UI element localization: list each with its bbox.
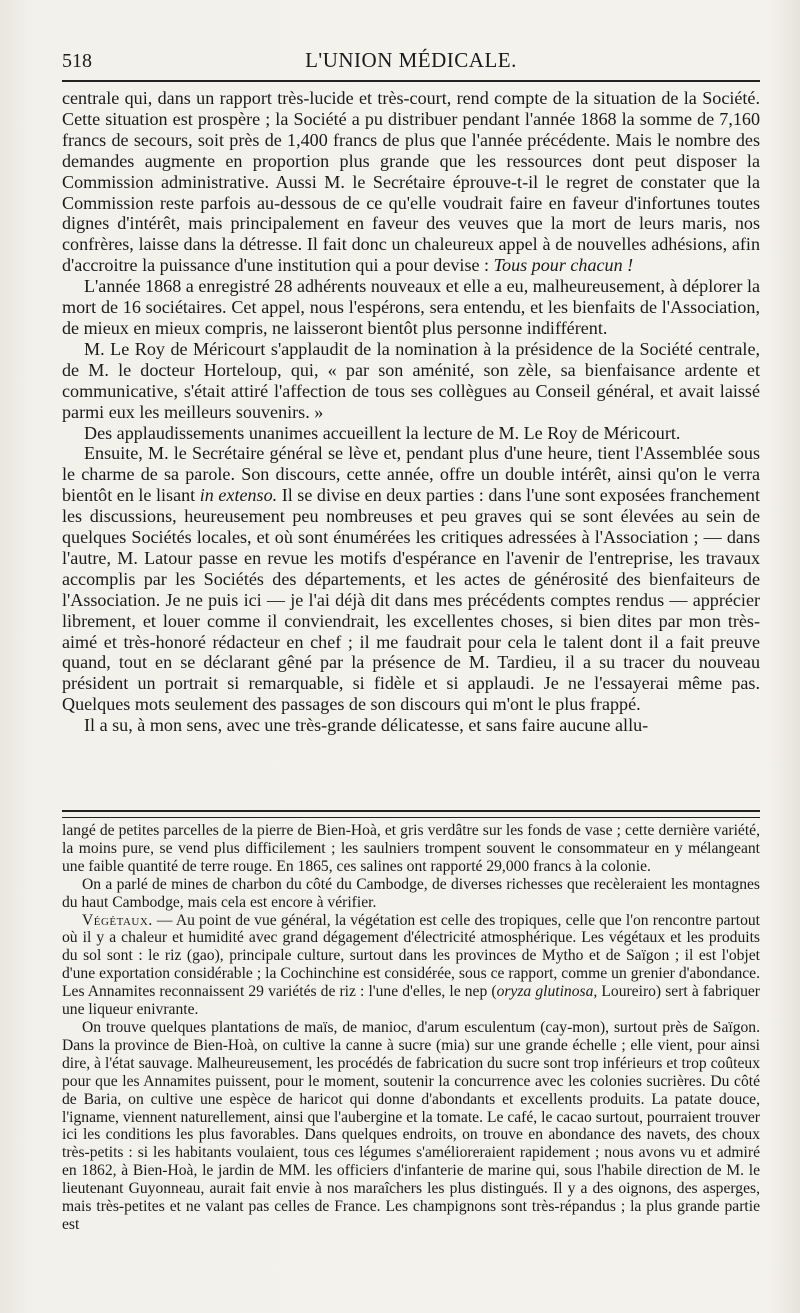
section-heading: Végétaux. — [82, 911, 153, 929]
footnote-separator — [62, 810, 760, 818]
paragraph: M. Le Roy de Méricourt s'applaudit de la nomination à la présidence de la Société centrale, de M. le docteur Horteloup, qui, « par son aménité, son zèle, sa bienfaisance ardente et communicative, s'était attiré l'affection de tous ses collègues au Conseil général, et avait laissé parmi eux les meilleurs souvenirs. » — [62, 338, 760, 422]
paragraph: centrale qui, dans un rapport très-lucide et très-court, rend compte de la situation de la Société. Cette situation est prospère ; la Société a pu distribuer pendant l'année 1868 la somme de 7,160 francs de secours, soit près de 1,400 francs de plus que l'année précédente. Mais le nombre des demandes augmente en proportion plus grande que les ressources dont peut disposer la Commission administrative. Aussi M. le Secrétaire éprouve-t-il le regret de constater que la Commission reste parfois au-dessous de ce qu'elle voudrait faire en faveur d'infortunes toutes dignes d'intérêt, mais principalement en faveur des veuves que la mort de leurs maris, nos confrères, laisse dans la détresse. Il fait donc un chaleureux appel à de nouvelles adhésions, afin d'accroitre la puissance d'une institution qui a pour devise : Tous pour chacun ! — [62, 88, 760, 276]
note-paragraph: Végétaux. — Au point de vue général, la végétation est celle des tropiques, celle que l'on rencontre partout où il y a chaleur et humidité avec grand dégagement d'électricité atmosphérique. Les végétaux et les produits du sol sont : le riz (gao), principale culture, surtout dans les provinces de Mytho et de Saïgon ; il est l'objet d'une exportation considérable ; la Cochinchine est considérée, sous ce rapport, comme un grenier d'abondance. Les Annamites reconnaissent 29 variétés de riz : l'une d'elles, le nep (oryza glutinosa, Loureiro) sert à fabriquer une liqueur enivrante. — [62, 911, 761, 1019]
main-text — [62, 88, 760, 736]
paragraph: Ensuite, M. le Secrétaire général se lève et, pendant plus d'une heure, tient l'Assemblée sous le charme de sa parole. Son discours, cette année, offre un double intérêt, ainsi qu'on le verra bientôt en le lisant in extenso. Il se divise en deux parties : dans l'une sont exposées franchement les discussions, heureusement peu nombreuses et peu graves qui se sont élevées au sein de quelques Sociétés locales, et où sont énumérées les critiques adressées à l'Association ; — dans l'autre, M. Latour passe en revue les motifs d'espérance en l'avenir de l'entreprise, les travaux accomplis par les Sociétés des départements, et les actes de générosité des bienfaiteurs de l'Association. Je ne puis ici — je l'ai déjà dit dans mes précédents comptes rendus — apprécier librement, et louer comme il conviendrait, les excellentes choses, si bien dites par mon très-aimé et très-honoré rédacteur en chef ; il me faudrait pour cela le talent dont il a fait preuve quand, tout en se déclarant gêné par la présence de M. Tardieu, il a su tracer du nouveau président un portrait si remarquable, si fidèle et si applaudi. Je ne l'essayerai même pas. Quelques mots seulement des passages de son discours qui m'ont le plus frappé. — [62, 443, 760, 715]
header-rule — [62, 80, 760, 82]
note-paragraph: On trouve quelques plantations de maïs, de manioc, d'arum esculentum (cay-mon), surtout près de Saïgon. Dans la province de Bien-Hoà, on cultive la canne à sucre (mia) sur une grande échelle ; elle vient, pour ainsi dire, à l'état sauvage. Malheureusement, les procédés de fabrication du sucre sont trop inférieurs et trop coûteux pour que les Annamites puissent, pour le moment, soutenir la concurrence avec les colonies sucrières. Du côté de Baria, on cultive une espèce de haricot qui donne d'abondants et excellents produits. La patate douce, l'igname, viennent naturellement, ainsi que l'aubergine et la tomate. Le café, le cacao surtout, pourraient trouver ici les conditions les plus favorables. Dans quelques endroits, on trouve en abondance des navets, des choux très-petits : si les habitants voulaient, tous ces légumes s'amélioreraient rapidement ; nous avons vu et admiré en 1862, à Bien-Hoà, le jardin de MM. les officiers d'infanterie de marine qui, sous l'habile direction de M. le lieutenant Guyonneau, aurait fait envie à nos maraîchers les plus distingués. Il y a des oignons, des asperges, mais très-petites et ne valant pas celles de France. Les champignons sont très-répandus ; la plus grande partie est — [62, 1018, 760, 1233]
running-title: L'UNION MÉDICALE. — [305, 48, 517, 72]
paragraph: Il a su, à mon sens, avec une très-grande délicatesse, et sans faire aucune allu- — [84, 715, 649, 736]
paragraph: L'année 1868 a enregistré 28 adhérents nouveaux et elle a eu, malheureusement, à déplorer la mort de 16 sociétaires. Cet appel, nous l'espérons, sera entendu, et les bienfaits de l'Association, de mieux en mieux compris, ne laisseront bientôt plus personne indifférent. — [62, 276, 760, 338]
motto: Tous pour chacun ! — [493, 255, 634, 276]
page-header — [62, 44, 760, 78]
paragraph: Des applaudissements unanimes accueillent la lecture de M. Le Roy de Méricourt. — [84, 422, 681, 443]
note-paragraph: langé de petites parcelles de la pierre de Bien-Hoà, et gris verdâtre sur les fonds de vase ; cette dernière variété, la moins pure, se vend plus difficilement ; les saulniers trompent souvent le consommateur en y mélangeant une faible quantité de terre rouge. En 1865, ces salines ont rapporté 29,000 francs à la colonie. — [62, 822, 760, 875]
note-paragraph: On a parlé de mines de charbon du côté du Cambodge, de diverses richesses que recèleraient les montagnes du haut Cambodge, mais cela est encore à vérifier. — [62, 875, 760, 911]
page-number: 518 — [62, 50, 92, 72]
italic-phrase: in extenso. — [199, 485, 278, 506]
footnote-text — [62, 822, 760, 1234]
italic-phrase: oryza glutinosa, — [496, 983, 598, 1001]
